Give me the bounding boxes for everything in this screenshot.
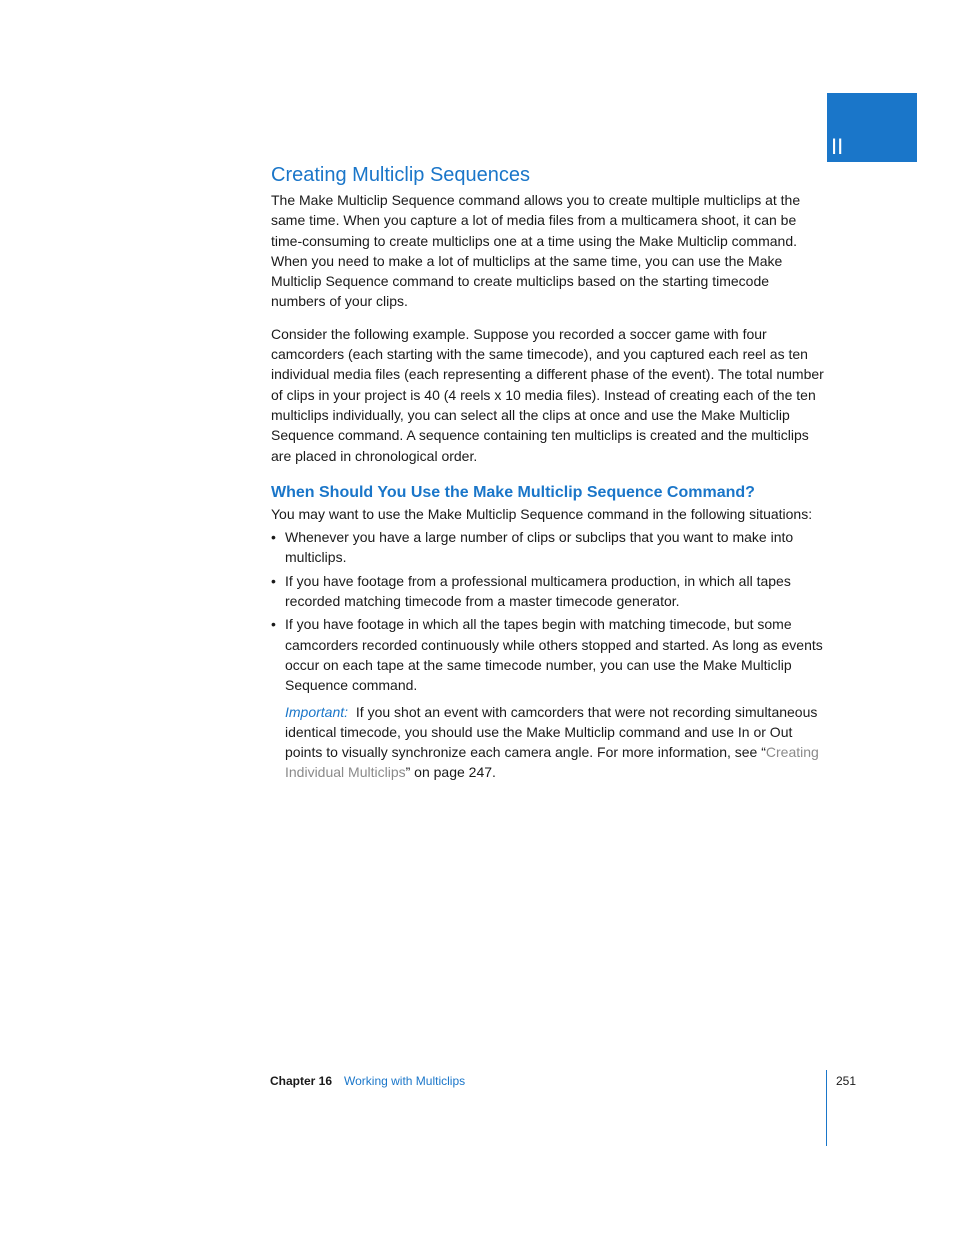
page-body: [271, 160, 827, 783]
part-tab: [827, 93, 917, 162]
part-tab-label: II: [831, 134, 844, 159]
cross-reference-link[interactable]: Creating Individual Multiclips: [285, 744, 819, 781]
footer-page-number: 251: [836, 1074, 857, 1088]
section-heading: Creating Multiclip Sequences: [271, 164, 531, 186]
bullet-list: [271, 527, 827, 695]
important-tail: ” on page 247.: [405, 764, 496, 781]
subsection-intro: You may want to use the Make Multiclip Sequence command in the following situations:: [271, 505, 813, 522]
important-label: Important:: [285, 703, 349, 720]
footer-rule: [826, 1070, 827, 1146]
important-note: [285, 702, 827, 783]
footer-chapter: Chapter 16: [270, 1074, 333, 1088]
bullet-item: • If you have footage in which all the tapes begin with matching timecode, but some camcorders recorded continuously while others stopped and started. As long as events occur on each tape at the same timecode number, you can use the Make Multiclip Sequence command.: [271, 614, 827, 695]
important-text: If you shot an event with camcorders that were not recording simultaneous identical timecode, you should use the Make Multiclip command and use In or Out points to visually synchronize each camera angle. For more information, see “: [285, 703, 818, 761]
footer-chapter-title[interactable]: Working with Multiclips: [344, 1074, 466, 1088]
body-paragraph: The Make Multiclip Sequence command allows you to create multiple multiclips at the same time. When you capture a lot of media files from a multicamera shoot, it can be time-consuming to create multiclips one at a time using the Make Multiclip command. When you need to make a lot of multiclips at the same time, you can use the Make Multiclip Sequence command to create multiclips based on the starting timecode numbers of your clips.: [271, 192, 801, 310]
bullet-item: • If you have footage from a professional multicamera production, in which all tapes recorded matching timecode from a master timecode generator.: [271, 571, 827, 612]
bullet-item: • Whenever you have a large number of clips or subclips that you want to make into multiclips.: [271, 527, 827, 568]
subsection-heading: When Should You Use the Make Multiclip Sequence Command?: [271, 483, 755, 501]
body-paragraph: Consider the following example. Suppose you recorded a soccer game with four camcorders (each starting with the same timecode), and you captured each reel as ten individual media files (each representing a different phase of the event). The total number of clips in your project is 40 (4 reels x 10 media files). Instead of creating each of the ten multiclips individually, you can select all the clips at once and use the Make Multiclip Sequence command. A sequence containing ten multiclips is created and the multiclips are placed in chronological order.: [271, 325, 824, 464]
